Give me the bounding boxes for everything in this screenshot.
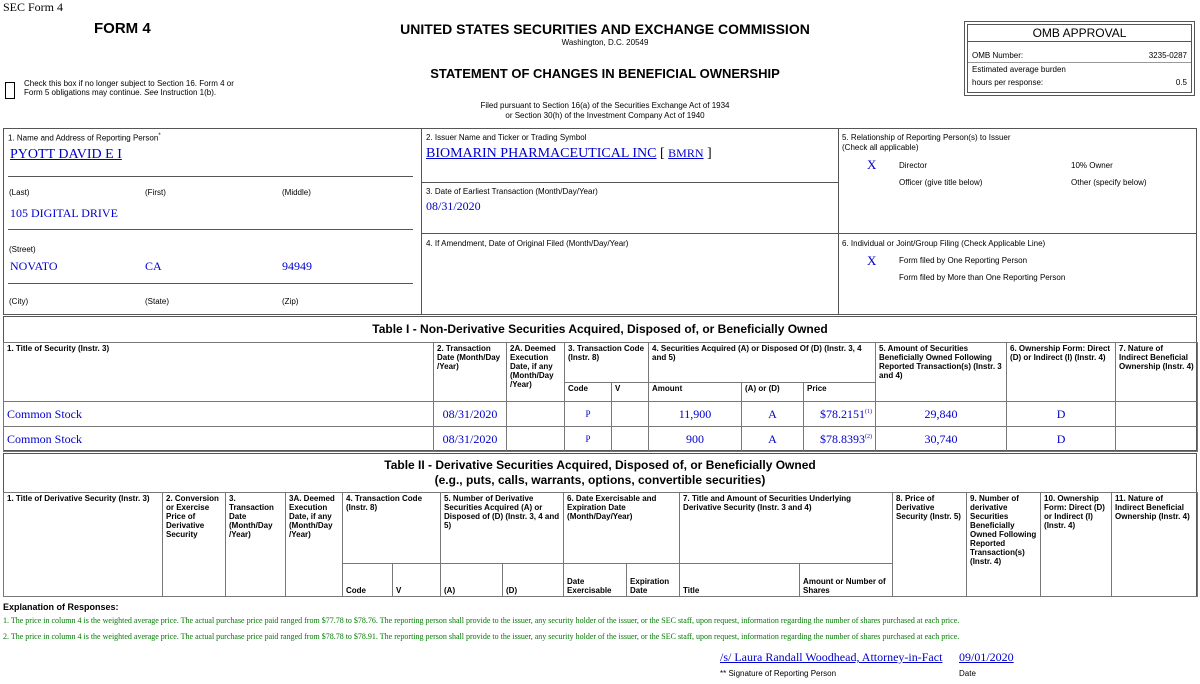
filing-label: 6. Individual or Joint/Group Filing (Check Applicable Line) xyxy=(842,239,1046,248)
omb-hours-value: 0.5 xyxy=(1175,78,1187,87)
section16-see: See xyxy=(144,88,159,97)
omb-approval-box xyxy=(964,21,1195,96)
t1-r2-code: P xyxy=(565,427,612,452)
t1-r2-aord: A xyxy=(742,427,804,452)
t1-h-title: 1. Title of Security (Instr. 3) xyxy=(4,343,434,402)
officer-label: Officer (give title below) xyxy=(899,178,983,187)
t2-h-a-sub: (A) xyxy=(441,564,503,597)
section16-checkbox-label xyxy=(24,79,254,97)
table1-header-row xyxy=(4,343,1198,383)
t2-h-d-sub: (D) xyxy=(503,564,564,597)
t2-h-exp-sub: Expiration Date xyxy=(627,564,680,597)
director-x-mark: X xyxy=(867,157,877,172)
t1-r2-deemed xyxy=(507,427,565,452)
t1-r2-nature xyxy=(1116,427,1198,452)
t1-h-amount-sub: Amount xyxy=(649,383,742,402)
earliest-transaction-label: 3. Date of Earliest Transaction (Month/Day/Year) xyxy=(426,187,598,196)
t1-r1-form: D xyxy=(1007,402,1116,427)
t1-r1-amount: 11,900 xyxy=(649,402,742,427)
table2-header-row xyxy=(4,493,1198,564)
t2-h-ownership-form: 10. Ownership Form: Direct (D) or Indirect (I) (Instr. 4) xyxy=(1041,493,1112,597)
t2-h-conversion: 2. Conversion or Exercise Price of Derivative Security xyxy=(163,493,226,597)
earliest-transaction-value: 08/31/2020 xyxy=(426,199,481,213)
t1-r1-v xyxy=(612,402,649,427)
reporting-person-name-link[interactable]: PYOTT DAVID E I xyxy=(10,147,122,162)
t1-r1-title: Common Stock xyxy=(4,402,434,427)
signature-name: /s/ Laura Randall Woodhead, Attorney-in-Fact xyxy=(720,650,943,664)
t1-h-securities: 4. Securities Acquired (A) or Disposed Of (D) (Instr. 3, 4 and 5) xyxy=(649,343,876,383)
form-name: FORM 4 xyxy=(94,20,151,37)
t1-h-nature: 7. Nature of Indirect Beneficial Ownership (Instr. 4) xyxy=(1116,343,1198,402)
table1-title: Table I - Non-Derivative Securities Acquired, Disposed of, or Beneficially Owned xyxy=(372,322,828,336)
t2-h-title-sub: Title xyxy=(680,564,800,597)
table-row xyxy=(4,427,1198,452)
t1-r2-form: D xyxy=(1007,427,1116,452)
filed-pursuant-line1: Filed pursuant to Section 16(a) of the Securities Exchange Act of 1934 xyxy=(480,101,730,110)
t1-h-date: 2. Transaction Date (Month/Day /Year) xyxy=(434,343,507,402)
t1-h-deemed: 2A. Deemed Execution Date, if any (Month/Day /Year) xyxy=(507,343,565,402)
t1-h-code-sub: Code xyxy=(565,383,612,402)
t1-r2-price-footnote: (2) xyxy=(865,433,873,440)
t2-h-number: 5. Number of Derivative Securities Acquired (A) or Disposed of (D) (Instr. 3, 4 and 5) xyxy=(441,493,564,564)
first-label: (First) xyxy=(145,188,166,197)
street-value: 105 DIGITAL DRIVE xyxy=(10,206,118,220)
t2-h-amount-sub: Amount or Number of Shares xyxy=(800,564,893,597)
statement-title: STATEMENT OF CHANGES IN BENEFICIAL OWNERSHIP xyxy=(430,66,780,81)
section16-text-part1: Check this box if no longer subject to Section 16. Form 4 or Form 5 obligations may continue. xyxy=(24,79,234,97)
t2-h-number-owned: 9. Number of derivative Securities Beneficially Owned Following Reported Transaction(s) (Instr. 4) xyxy=(967,493,1041,597)
one-person-x-mark: X xyxy=(867,253,877,268)
t1-r1-owned: 29,840 xyxy=(876,402,1007,427)
t1-r1-date: 08/31/2020 xyxy=(434,402,507,427)
agency-title: UNITED STATES SECURITIES AND EXCHANGE COMMISSION xyxy=(400,21,810,37)
section16-checkbox[interactable] xyxy=(5,82,15,99)
t1-h-v-sub: V xyxy=(612,383,649,402)
t1-h-ownership-form: 6. Ownership Form: Direct (D) or Indirect (I) (Instr. 4) xyxy=(1007,343,1116,402)
other-label: Other (specify below) xyxy=(1071,178,1147,187)
issuer-name-row: BIOMARIN PHARMACEUTICAL INC [ BMRN ] xyxy=(426,146,712,161)
city-value: NOVATO xyxy=(10,259,58,273)
t2-h-date: 3. Transaction Date (Month/Day /Year) xyxy=(226,493,286,597)
ticker-link[interactable]: BMRN xyxy=(668,146,704,160)
omb-number-label: OMB Number: xyxy=(972,51,1024,60)
omb-hours-row xyxy=(972,77,1187,88)
t2-h-v-sub: V xyxy=(393,564,441,597)
omb-number-value: 3235-0287 xyxy=(1148,51,1187,60)
t1-r2-title: Common Stock xyxy=(4,427,434,452)
table2-title: Table II - Derivative Securities Acquired, Disposed of, or Beneficially Owned xyxy=(384,458,816,472)
zip-value: 94949 xyxy=(282,259,312,273)
issuer-name-link[interactable]: BIOMARIN PHARMACEUTICAL INC xyxy=(426,146,657,161)
t2-h-underlying: 7. Title and Amount of Securities Underlying Derivative Security (Instr. 3 and 4) xyxy=(680,493,893,564)
ten-pct-owner-label: 10% Owner xyxy=(1071,161,1113,170)
omb-title: OMB APPROVAL xyxy=(968,25,1191,42)
issuer-section xyxy=(421,128,839,315)
t1-h-price-sub: Price xyxy=(804,383,876,402)
multi-person-label: Form filed by More than One Reporting Person xyxy=(899,273,1066,282)
t1-r2-price: $78.8393$^{(2)}$ xyxy=(804,427,876,452)
signature-date: 09/01/2020 xyxy=(959,650,1014,664)
omb-number-row xyxy=(972,50,1187,61)
sec-form-label: SEC Form 4 xyxy=(3,0,64,14)
section16-text-part2: Instruction 1(b). xyxy=(158,88,217,97)
street-label: (Street) xyxy=(9,245,36,254)
reporting-person-label: 1. Name and Address of Reporting Person* xyxy=(8,133,161,143)
filed-pursuant-line2: or Section 30(h) of the Investment Company Act of 1940 xyxy=(505,111,705,120)
director-label: Director xyxy=(899,161,928,170)
reporting-person-section xyxy=(3,128,422,315)
t1-r1-price: $78.2151$^{(1)}$ xyxy=(804,402,876,427)
t1-h-amount-owned: 5. Amount of Securities Beneficially Owned Following Reported Transaction(s) (Instr. 3 and 4) xyxy=(876,343,1007,402)
table2 xyxy=(3,492,1198,597)
t1-r1-aord: A xyxy=(742,402,804,427)
middle-label: (Middle) xyxy=(282,188,311,197)
table-row xyxy=(4,402,1198,427)
t1-r1-deemed xyxy=(507,402,565,427)
footnote-1: 1. The price in column 4 is the weighted average price. The actual purchase price paid ranged from $77.78 to $78.76. The reporting person shall provide to the issuer, any security holder of the issuer, or the SEC staff, upon request, information regarding the number of shares purchased at each price. xyxy=(3,616,960,625)
state-label: (State) xyxy=(145,297,170,306)
explanation-title: Explanation of Responses: xyxy=(3,602,119,612)
t2-h-title: 1. Title of Derivative Security (Instr. 3) xyxy=(4,493,163,597)
omb-hours-label: hours per response: xyxy=(972,78,1044,87)
table1 xyxy=(3,342,1198,452)
t2-h-code-sub: Code xyxy=(343,564,393,597)
t1-r2-owned: 30,740 xyxy=(876,427,1007,452)
t1-r1-code: P xyxy=(565,402,612,427)
t2-h-nature: 11. Nature of Indirect Beneficial Ownership (Instr. 4) xyxy=(1112,493,1198,597)
relationship-section xyxy=(838,128,1197,315)
zip-label: (Zip) xyxy=(282,297,299,306)
t1-r2-v xyxy=(612,427,649,452)
t2-h-deemed: 3A. Deemed Execution Date, if any (Month/Day /Year) xyxy=(286,493,343,597)
state-value: CA xyxy=(145,259,162,273)
check-all-label: (Check all applicable) xyxy=(842,143,919,152)
one-person-label: Form filed by One Reporting Person xyxy=(899,256,1028,265)
city-label: (City) xyxy=(9,297,29,306)
table2-subtitle: (e.g., puts, calls, warrants, options, convertible securities) xyxy=(434,473,766,487)
t2-h-price: 8. Price of Derivative Security (Instr. 5) xyxy=(893,493,967,597)
issuer-label: 2. Issuer Name and Ticker or Trading Symbol xyxy=(426,133,587,142)
footnote-2: 2. The price in column 4 is the weighted average price. The actual purchase price paid ranged from $78.78 to $78.91. The reporting person shall provide to the issuer, any security holder of the issuer, or the SEC staff, upon request, information regarding the number of shares purchased at each price. xyxy=(3,632,960,641)
signature-caption: ** Signature of Reporting Person xyxy=(720,669,837,678)
omb-burden-label: Estimated average burden xyxy=(972,65,1066,74)
t1-h-code: 3. Transaction Code (Instr. 8) xyxy=(565,343,649,383)
t1-r1-price-footnote: (1) xyxy=(865,408,873,415)
t1-r2-date: 08/31/2020 xyxy=(434,427,507,452)
amendment-label: 4. If Amendment, Date of Original Filed (Month/Day/Year) xyxy=(426,239,629,248)
agency-city: Washington, D.C. 20549 xyxy=(561,38,649,47)
t2-h-date-ex-sub: Date Exercisable xyxy=(564,564,627,597)
last-label: (Last) xyxy=(9,188,30,197)
t1-h-aord-sub: (A) or (D) xyxy=(742,383,804,402)
t1-r1-nature xyxy=(1116,402,1198,427)
relationship-label: 5. Relationship of Reporting Person(s) to Issuer xyxy=(842,133,1011,142)
date-caption: Date xyxy=(959,669,976,678)
t2-h-exercisable: 6. Date Exercisable and Expiration Date (Month/Day/Year) xyxy=(564,493,680,564)
t1-r2-amount: 900 xyxy=(649,427,742,452)
t2-h-code: 4. Transaction Code (Instr. 8) xyxy=(343,493,441,564)
